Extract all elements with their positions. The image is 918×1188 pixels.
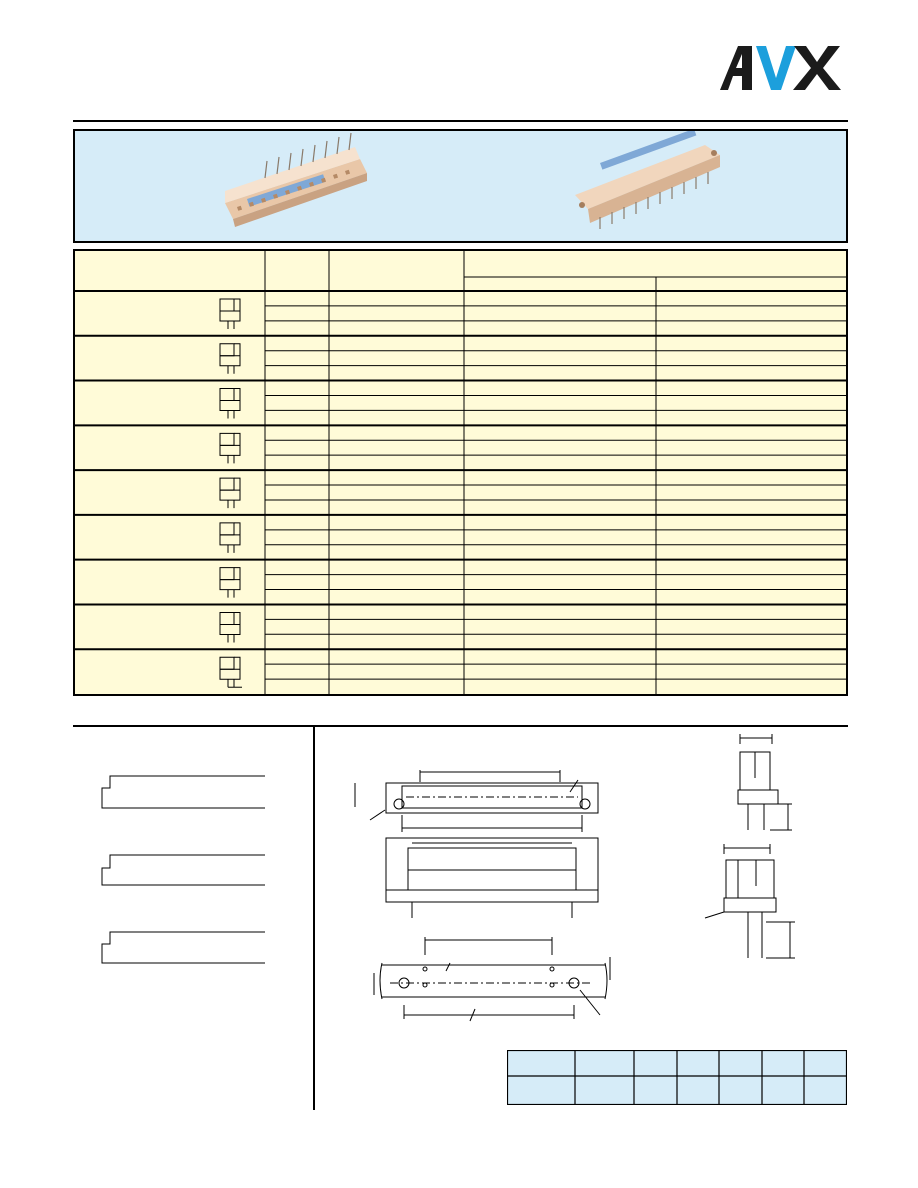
side-view-straight xyxy=(720,730,810,835)
avx-logo xyxy=(720,44,848,92)
variant-table-grid xyxy=(75,251,846,694)
dimension-table-grid xyxy=(507,1050,847,1105)
variant-table xyxy=(73,249,848,696)
product-photo-panel xyxy=(73,129,848,243)
side-view-angled xyxy=(700,840,810,965)
connector-photo-left xyxy=(225,133,367,227)
column-divider xyxy=(313,727,315,1110)
contact-profile-icon xyxy=(220,568,240,598)
front-view-drawing xyxy=(350,760,620,920)
contact-profile-icon-hooked xyxy=(220,657,242,687)
profile-long xyxy=(102,776,265,808)
profile-medium xyxy=(102,855,265,885)
contact-profile-icon xyxy=(220,433,240,463)
top-divider xyxy=(73,120,848,122)
section-divider xyxy=(73,725,848,727)
avx-logo-graphic xyxy=(720,44,848,92)
dimension-table xyxy=(507,1050,847,1105)
contact-profile-icon xyxy=(220,478,240,508)
contact-profile-icon xyxy=(220,389,240,419)
profile-short xyxy=(102,932,265,963)
contact-length-profiles xyxy=(90,760,280,980)
contact-profile-icon xyxy=(220,344,240,374)
contact-profile-icon xyxy=(220,523,240,553)
contact-profile-icon xyxy=(220,299,240,329)
connector-photo-right xyxy=(575,131,720,229)
contact-profile-icon xyxy=(220,612,240,642)
pcb-layout-drawing xyxy=(360,935,625,1025)
